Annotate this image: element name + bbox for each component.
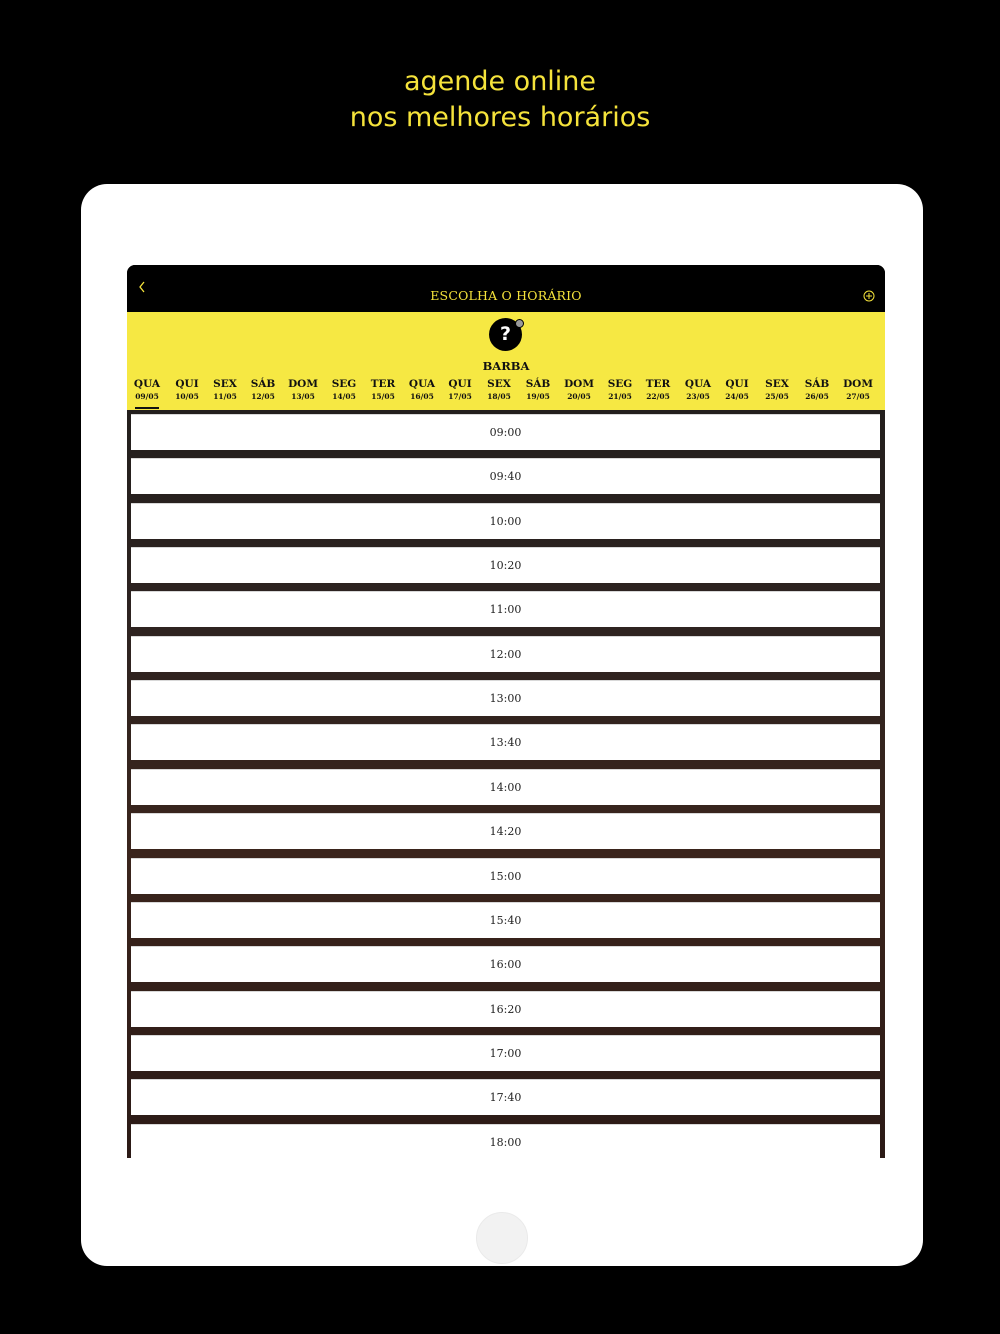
day-tab[interactable]	[479, 378, 519, 404]
day-tab[interactable]	[638, 378, 678, 404]
time-slot-button[interactable]: 18:00	[131, 1124, 880, 1158]
service-avatar[interactable]: ?	[489, 318, 522, 351]
time-slot-button[interactable]: 16:00	[131, 946, 880, 982]
day-tab[interactable]	[363, 378, 403, 404]
service-name: BARBA	[482, 359, 530, 373]
time-slot-button[interactable]: 12:00	[131, 636, 880, 672]
day-selector	[127, 378, 885, 410]
day-date: 12/05	[251, 392, 275, 401]
time-slot-button[interactable]: 17:00	[131, 1035, 880, 1071]
day-name: DOM	[288, 378, 318, 390]
time-slot-button[interactable]: 11:00	[131, 591, 880, 627]
day-tab[interactable]	[127, 378, 167, 404]
day-tab[interactable]	[324, 378, 364, 404]
day-name: SEG	[331, 378, 357, 390]
day-tab[interactable]	[717, 378, 757, 404]
headline-line-1: agende online	[403, 66, 597, 97]
day-date: 11/05	[213, 392, 237, 401]
time-slot-button[interactable]: 15:00	[131, 858, 880, 894]
day-name: DOM	[843, 378, 873, 390]
day-tab[interactable]	[559, 378, 599, 404]
day-name: QUA	[133, 378, 161, 390]
time-slot-button[interactable]: 13:00	[131, 680, 880, 716]
day-date: 22/05	[646, 392, 670, 401]
day-date: 18/05	[487, 392, 511, 401]
navbar	[127, 265, 885, 312]
day-tab[interactable]	[402, 378, 442, 404]
day-date: 24/05	[725, 392, 749, 401]
day-date: 19/05	[526, 392, 550, 401]
day-tab[interactable]	[838, 378, 878, 404]
time-slot-list	[127, 410, 885, 1158]
time-slot-button[interactable]: 09:00	[131, 414, 880, 450]
day-name: DOM	[564, 378, 594, 390]
day-tab[interactable]	[205, 378, 245, 404]
day-tab[interactable]	[518, 378, 558, 404]
home-button[interactable]	[476, 1212, 528, 1264]
time-slot-button[interactable]: 14:20	[131, 813, 880, 849]
day-tab[interactable]	[600, 378, 640, 404]
day-tab[interactable]	[757, 378, 797, 404]
day-name: SEX	[765, 378, 789, 390]
time-slot-button[interactable]: 09:40	[131, 458, 880, 494]
day-date: 14/05	[332, 392, 356, 401]
day-tab[interactable]	[440, 378, 480, 404]
day-tab[interactable]	[797, 378, 837, 404]
day-date: 13/05	[291, 392, 315, 401]
day-name: QUI	[175, 378, 199, 390]
day-name: SÁB	[804, 378, 830, 390]
day-date: 21/05	[608, 392, 632, 401]
day-tab[interactable]	[678, 378, 718, 404]
day-date: 16/05	[410, 392, 434, 401]
headline	[0, 64, 1000, 136]
day-name: QUA	[684, 378, 712, 390]
day-name: SEX	[487, 378, 511, 390]
day-name: QUI	[448, 378, 472, 390]
day-date: 23/05	[686, 392, 710, 401]
day-date: 17/05	[448, 392, 472, 401]
day-name: SEX	[213, 378, 237, 390]
service-header	[127, 312, 885, 410]
day-tab[interactable]	[283, 378, 323, 404]
time-slot-button[interactable]: 13:40	[131, 724, 880, 760]
avatar-badge	[515, 319, 524, 328]
day-name: SÁB	[250, 378, 276, 390]
day-name: TER	[370, 378, 396, 390]
day-name: QUI	[725, 378, 749, 390]
day-date: 20/05	[567, 392, 591, 401]
time-slot-button[interactable]: 15:40	[131, 902, 880, 938]
day-name: TER	[645, 378, 671, 390]
day-name: QUA	[408, 378, 436, 390]
plus-circle-icon[interactable]	[863, 287, 875, 299]
time-slot-button[interactable]: 10:00	[131, 503, 880, 539]
day-name: SEG	[607, 378, 633, 390]
time-slot-button[interactable]: 17:40	[131, 1079, 880, 1115]
day-tab[interactable]	[167, 378, 207, 404]
page-title: ESCOLHA O HORÁRIO	[430, 288, 582, 303]
day-date: 27/05	[846, 392, 870, 401]
headline-line-2: nos melhores horários	[349, 102, 651, 133]
app-screen	[127, 265, 885, 1158]
day-tab[interactable]	[243, 378, 283, 404]
day-date: 10/05	[175, 392, 199, 401]
day-date: 26/05	[805, 392, 829, 401]
day-date: 25/05	[765, 392, 789, 401]
day-name: SÁB	[525, 378, 551, 390]
time-slot-button[interactable]: 14:00	[131, 769, 880, 805]
time-slot-button[interactable]: 16:20	[131, 991, 880, 1027]
time-slot-button[interactable]: 10:20	[131, 547, 880, 583]
day-date: 15/05	[371, 392, 395, 401]
day-date: 09/05	[135, 392, 159, 401]
